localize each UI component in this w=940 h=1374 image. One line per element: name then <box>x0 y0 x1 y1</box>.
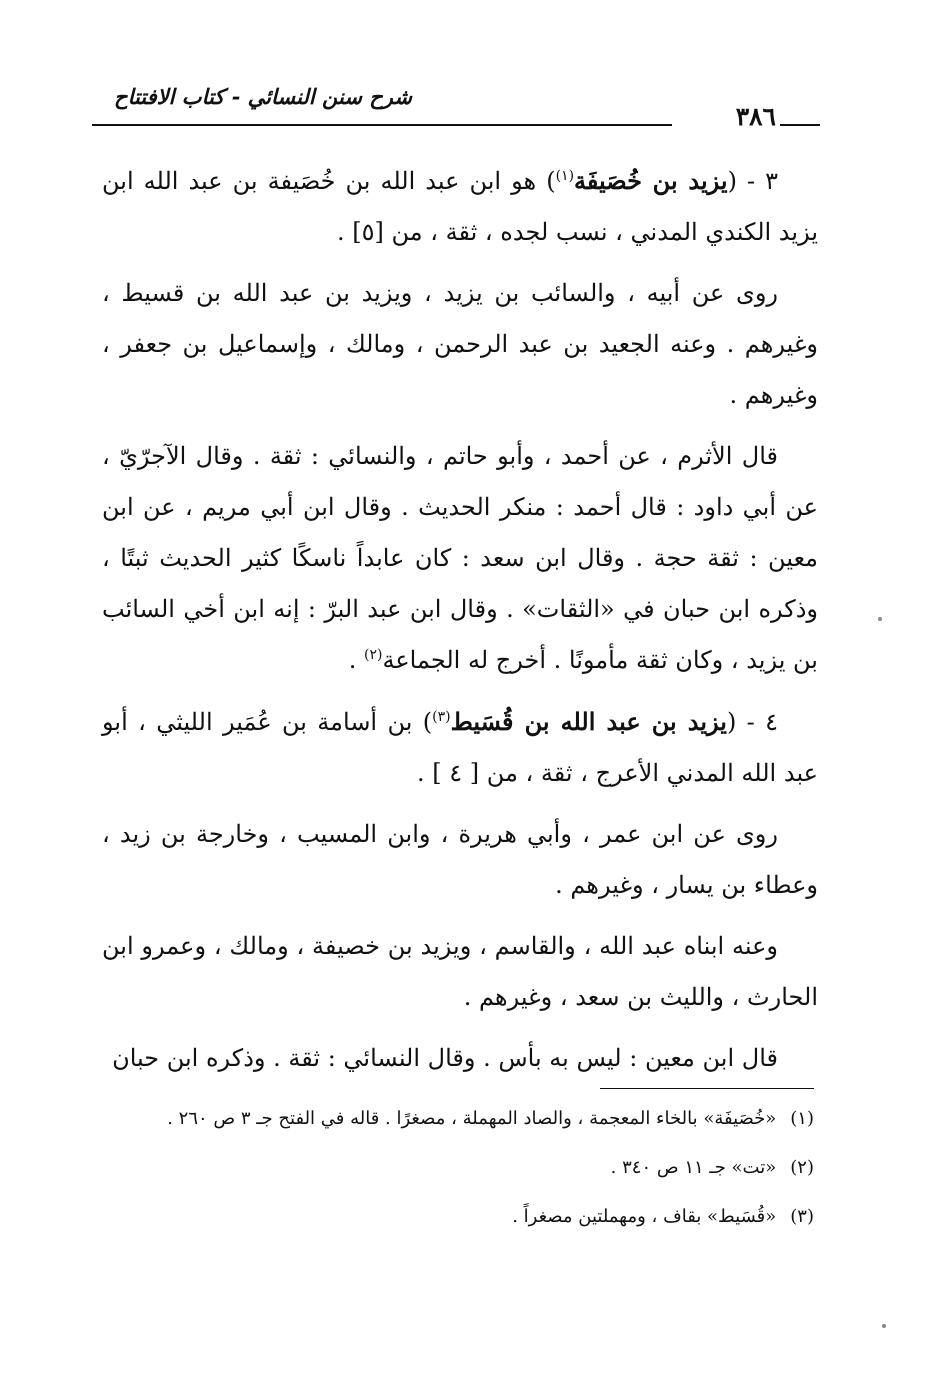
footnote-ref: (١) <box>555 168 575 184</box>
paragraph-grading <box>102 431 818 686</box>
grading-text: قال الأثرم ، عن أحمد ، وأبو حاتم ، والنسائي : ثقة . وقال الآجرّيّ ، عن أبي داود : قال أحمد : منكر الحديث . وقال ابن أبي مريم ، عن ابن معين : ثقة حجة . وقال ابن سعد : كان عابداً ناسكًا كثير الحديث ثبتًا ، وذكره ابن حبان في «الثقات» . وقال ابن عبد البرّ : إنه ابن أخي السائب بن يزيد ، وكان ثقة مأمونًا . أخرج له الجماعة <box>102 442 818 674</box>
main-text <box>102 155 818 1094</box>
paragraph-narrator-4 <box>102 696 818 799</box>
narrator-name: يزيد بن خُصَيفَة <box>574 166 728 195</box>
page-number: ٣٨٦ <box>735 102 776 131</box>
scan-speck <box>878 617 882 621</box>
entry-number: ٣ - ( <box>727 167 778 195</box>
footnote-separator <box>600 1088 814 1089</box>
page-header <box>92 78 820 138</box>
narrator-name: يزيد بن عبد الله بن قُسَيط <box>450 707 727 736</box>
running-title: شرح سنن النسائي - كتاب الافتتاح <box>114 84 412 109</box>
page-number-rule <box>780 124 820 126</box>
footnote-1 <box>110 1106 814 1132</box>
footnote-ref: (٣) <box>432 709 451 725</box>
footnote-2 <box>110 1155 814 1181</box>
paragraph-narrations: روى عن أبيه ، والسائب بن يزيد ، ويزيد بن عبد الله بن قسيط ، وغيرهم . وعنه الجعيد بن عبد الرحمن ، ومالك ، وإسماعيل بن جعفر ، وغيرهم . <box>102 279 818 409</box>
header-rule <box>92 124 672 126</box>
paragraph-narrations: روى عن ابن عمر ، وأبي هريرة ، وابن المسيب ، وخارجة بن زيد ، وعطاء بن يسار ، وغيرهم . <box>102 820 818 899</box>
grading-end: . <box>348 646 365 674</box>
footnote-number: (٢) <box>790 1157 814 1178</box>
paragraph-narrator-3 <box>102 155 818 258</box>
footnote-number: (١) <box>790 1108 814 1129</box>
footnotes <box>110 1106 814 1253</box>
footnote-text: «قُسَيط» بقاف ، ومهملتين مصغراً . <box>512 1206 777 1227</box>
entry-number: ٤ - ( <box>726 708 779 736</box>
scan-speck <box>882 1324 886 1328</box>
footnote-number: (٣) <box>790 1206 814 1227</box>
paragraph-grading: قال ابن معين : ليس به بأس . وقال النسائي : ثقة . وذكره ابن حبان <box>112 1044 778 1072</box>
paragraph-students: وعنه ابناه عبد الله ، والقاسم ، ويزيد بن خصيفة ، ومالك ، وعمرو ابن الحارث ، والليث بن سعد ، وغيرهم . <box>102 932 818 1011</box>
footnote-text: «خُصَيفَة» بالخاء المعجمة ، والصاد المهملة ، مصغرًا . قاله في الفتح جـ ٣ ص ٢٦٠ . <box>167 1108 777 1129</box>
footnote-3 <box>110 1204 814 1230</box>
footnote-ref: (٢) <box>364 647 383 663</box>
narrator-description: ) هو ابن عبد الله بن خُصَيفة بن عبد الله ابن يزيد الكندي المدني ، نسب لجده ، ثقة ، من [٥] . <box>102 167 818 246</box>
narrator-description: ) بن أسامة بن عُمَير الليثي ، أبو عبد الله المدني الأعرج ، ثقة ، من [ ٤ ] . <box>102 708 818 787</box>
footnote-text: «تت» جـ ١١ ص ٣٤٠ . <box>610 1157 777 1178</box>
